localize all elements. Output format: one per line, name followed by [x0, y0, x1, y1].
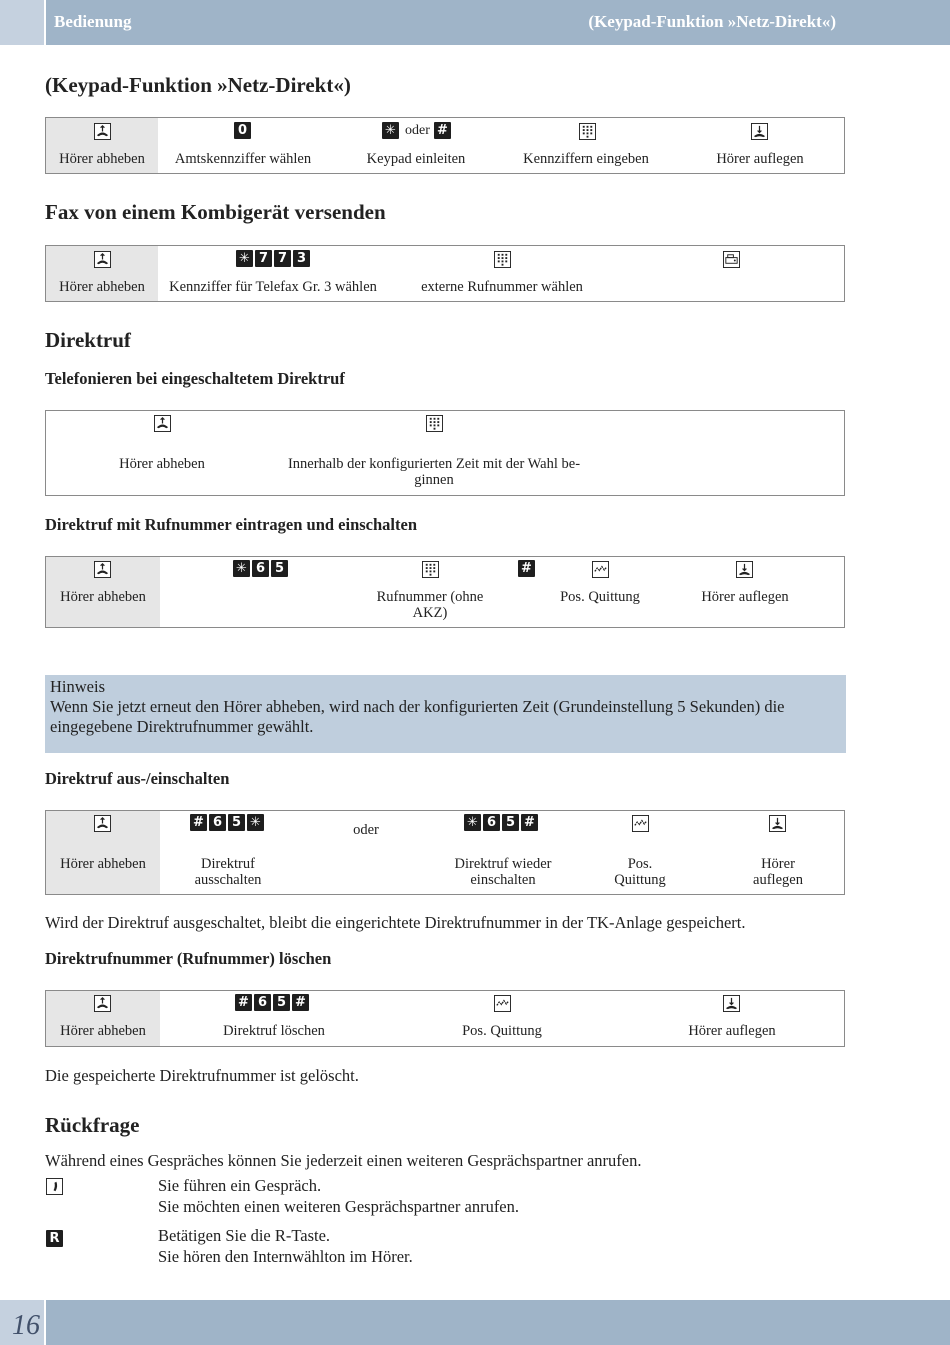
- key-star: ✳: [464, 814, 481, 831]
- pos-ack-icon: [592, 561, 609, 578]
- step-label: Pos. Quittung: [560, 589, 640, 605]
- step-label: Hörer abheben: [119, 456, 205, 472]
- step-label-line2: ginnen: [414, 472, 454, 488]
- handset-lift-icon: [94, 561, 111, 578]
- paragraph-deleted: Die gespeicherte Direktrufnummer ist gelöscht.: [45, 1066, 359, 1085]
- step-label: [738, 856, 818, 888]
- direktruf-ausein-box: [45, 810, 845, 895]
- header-right-title: (Keypad-Funktion »Netz-Direkt«): [588, 12, 836, 31]
- key-7: 7: [255, 250, 272, 267]
- key-hash: #: [521, 814, 538, 831]
- handset-lift-icon: [94, 251, 111, 268]
- section-title-rueckfrage: Rückfrage: [45, 1113, 140, 1137]
- key-5: 5: [502, 814, 519, 831]
- step-label: [168, 856, 288, 888]
- key-sequence: [236, 250, 312, 267]
- step-label-line1: Hörer: [761, 856, 795, 872]
- rueckfrage-item1-line1: Sie führen ein Gespräch.: [158, 1176, 322, 1195]
- handset-hangup-icon: [736, 561, 753, 578]
- header-left-title: Bedienung: [54, 12, 132, 31]
- key-7: 7: [274, 250, 291, 267]
- key-star: ✳: [382, 122, 399, 139]
- key-sequence: [382, 122, 453, 139]
- keypad-icon: [494, 251, 511, 268]
- pos-ack-icon: [494, 995, 511, 1012]
- key-6: 6: [254, 994, 271, 1011]
- key-hash: #: [235, 994, 252, 1011]
- step-label: Hörer auflegen: [701, 589, 789, 605]
- handset-lift-icon: [154, 415, 171, 432]
- fax-steps-box: [45, 245, 845, 302]
- subsection-title-telefonieren: Telefonieren bei eingeschaltetem Direktruf: [45, 369, 345, 388]
- key-sequence: [464, 814, 540, 831]
- paragraph-direktruf-off: Wird der Direktruf ausgeschaltet, bleibt die eingerichtete Direktrufnummer in der TK-Anlage gespeichert.: [45, 913, 746, 932]
- key-star: ✳: [247, 814, 264, 831]
- key-hash: #: [434, 122, 451, 139]
- key-sequence: [235, 994, 311, 1011]
- step-label-line1: Innerhalb der konfigurierten Zeit mit der Wahl be-: [287, 456, 581, 472]
- note-title: Hinweis: [50, 677, 105, 696]
- direktruf-eintragen-box: [45, 556, 845, 628]
- rueckfrage-item2-line1: Betätigen Sie die R-Taste.: [158, 1226, 331, 1245]
- handset-lift-icon: [94, 815, 111, 832]
- step-label: [360, 589, 500, 621]
- section-title-direktruf: Direktruf: [45, 328, 131, 352]
- handset-lift-icon: [94, 123, 111, 140]
- step-label: Kennziffern eingeben: [523, 151, 649, 167]
- key-sequence: [233, 560, 290, 577]
- step-label-line2: AKZ): [412, 605, 448, 621]
- section-title-fax: Fax von einem Kombigerät versenden: [45, 200, 386, 224]
- subsection-title-eintragen: Direktruf mit Rufnummer eintragen und einschalten: [45, 515, 418, 534]
- step-label-line1: Pos.: [627, 856, 653, 872]
- step-label: [600, 856, 680, 888]
- step-label: Keypad einleiten: [366, 151, 466, 167]
- step-label: [438, 856, 568, 888]
- step-label: Hörer auflegen: [688, 1023, 776, 1039]
- step-label: Hörer abheben: [59, 279, 145, 295]
- step-label: externe Rufnummer wählen: [421, 279, 583, 295]
- key-0: 0: [234, 122, 251, 139]
- key-hash: #: [190, 814, 207, 831]
- step-label-line2: einschalten: [470, 872, 536, 888]
- step-label: Hörer abheben: [60, 589, 146, 605]
- page-number: 16: [12, 1310, 40, 1341]
- step-label-line2: auflegen: [753, 872, 803, 888]
- step-label-line1: Rufnummer (ohne: [376, 589, 484, 605]
- step-label-line2: ausschalten: [194, 872, 262, 888]
- handset-hangup-icon: [751, 123, 768, 140]
- key-5: 5: [273, 994, 290, 1011]
- key-6: 6: [483, 814, 500, 831]
- call-active-icon: [46, 1178, 63, 1195]
- key-star: ✳: [236, 250, 253, 267]
- oder-text: oder: [353, 822, 379, 838]
- header-accent: [0, 0, 44, 45]
- step-label: Direktruf löschen: [223, 1023, 325, 1039]
- key-sequence: [190, 814, 266, 831]
- step-label: Hörer abheben: [59, 151, 145, 167]
- footer-bar: [46, 1300, 950, 1345]
- step-label-line1: Direktruf: [201, 856, 255, 872]
- key-5: 5: [228, 814, 245, 831]
- key-star: ✳: [233, 560, 250, 577]
- direktruf-loeschen-box: [45, 990, 845, 1047]
- r-key-icon: [46, 1229, 65, 1247]
- step-label: Kennziffer für Telefax Gr. 3 wählen: [169, 279, 377, 295]
- step-label: Hörer auflegen: [716, 151, 804, 167]
- step-label: Pos. Quittung: [462, 1023, 542, 1039]
- subsection-title-ausein: Direktruf aus-/einschalten: [45, 769, 230, 788]
- step-label-line2: Quittung: [614, 872, 666, 888]
- key-hash: #: [292, 994, 309, 1011]
- keypad-icon: [426, 415, 443, 432]
- direktruf-telefonieren-box: [45, 410, 845, 496]
- key-6: 6: [252, 560, 269, 577]
- handset-hangup-icon: [723, 995, 740, 1012]
- step-label: Hörer abheben: [60, 856, 146, 872]
- oder-text: oder: [405, 122, 430, 138]
- keypad-icon: [579, 123, 596, 140]
- key-sequence: [518, 560, 537, 577]
- rueckfrage-item1-line2: Sie möchten einen weiteren Gesprächspartner anrufen.: [158, 1197, 520, 1216]
- note-box: [45, 675, 846, 753]
- key-3: 3: [293, 250, 310, 267]
- step-label: [274, 456, 594, 488]
- handset-lift-icon: [94, 995, 111, 1012]
- key-r: R: [46, 1230, 63, 1247]
- step-label-line1: Direktruf wieder: [454, 856, 552, 872]
- pos-ack-icon: [632, 815, 649, 832]
- handset-hangup-icon: [769, 815, 786, 832]
- key-hash: #: [518, 560, 535, 577]
- key-5: 5: [271, 560, 288, 577]
- keypad-steps-box: [45, 117, 845, 174]
- note-text: Wenn Sie jetzt erneut den Hörer abheben, wird nach der konfigurierten Zeit (Grundeinstellung 5 Sekunden) die eingegebene Direktrufnummer gewählt.: [50, 697, 785, 736]
- key-6: 6: [209, 814, 226, 831]
- step-label: Amtskennziffer wählen: [174, 151, 312, 167]
- rueckfrage-item2-line2: Sie hören den Internwählton im Hörer.: [158, 1247, 413, 1266]
- section-title-keypad: (Keypad-Funktion »Netz-Direkt«): [45, 73, 351, 97]
- fax-icon: [723, 251, 740, 268]
- keypad-icon: [422, 561, 439, 578]
- paragraph-rueckfrage-intro: Während eines Gespräches können Sie jederzeit einen weiteren Gesprächspartner anrufen.: [45, 1151, 642, 1170]
- step-label: Hörer abheben: [60, 1023, 146, 1039]
- subsection-title-loeschen: Direktrufnummer (Rufnummer) löschen: [45, 949, 332, 968]
- key-sequence: [234, 122, 253, 139]
